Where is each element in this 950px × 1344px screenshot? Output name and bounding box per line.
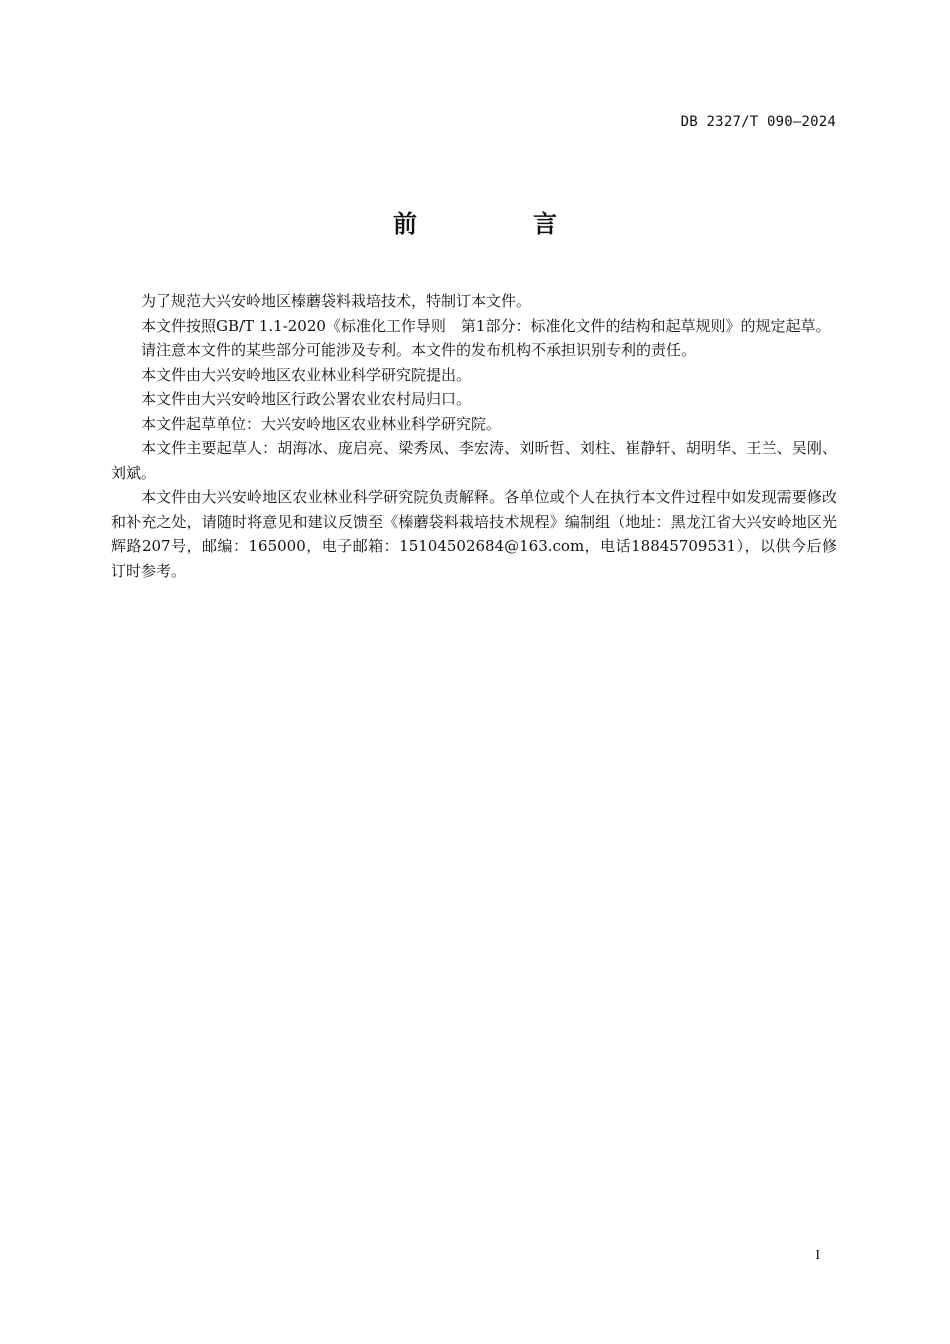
- paragraph-interpretation-contact: 本文件由大兴安岭地区农业林业科学研究院负责解释。各单位或个人在执行本文件过程中如发现需要修改和补充之处，请随时将意见和建议反馈至《榛蘑袋料栽培技术规程》编制组（地址：黑龙江省大兴安岭地区光辉路207号，邮编：165000，电子邮箱：15104502684@163.com，电话18845709531），以供今后修订时参考。: [111, 488, 837, 580]
- page-number: I: [815, 1248, 820, 1263]
- paragraph-proposer: 本文件由大兴安岭地区农业林业科学研究院提出。: [141, 365, 472, 384]
- document-code: DB 2327/T 090—2024: [680, 114, 836, 130]
- paragraph-drafting-rules: 本文件按照GB/T 1.1-2020《标准化工作导则 第1部分：标准化文件的结构和起草规则》的规定起草。: [141, 316, 831, 335]
- paragraph-patent-notice: 请注意本文件的某些部分可能涉及专利。本文件的发布机构不承担识别专利的责任。: [141, 341, 697, 359]
- foreword-body: [111, 289, 837, 583]
- paragraph-purpose: 为了规范大兴安岭地区榛蘑袋料栽培技术，特制订本文件。: [141, 292, 532, 310]
- paragraph-administrator: 本文件由大兴安岭地区行政公署农业农村局归口。: [141, 390, 472, 408]
- page-title: 前 言: [393, 210, 603, 238]
- paragraph-drafting-unit: 本文件起草单位：大兴安岭地区农业林业科学研究院。: [141, 414, 502, 433]
- paragraph-drafters: 本文件主要起草人：胡海冰、庞启亮、梁秀凤、李宏涛、刘昕哲、刘柱、崔静轩、胡明华、王兰、吴刚、刘斌。: [111, 439, 837, 482]
